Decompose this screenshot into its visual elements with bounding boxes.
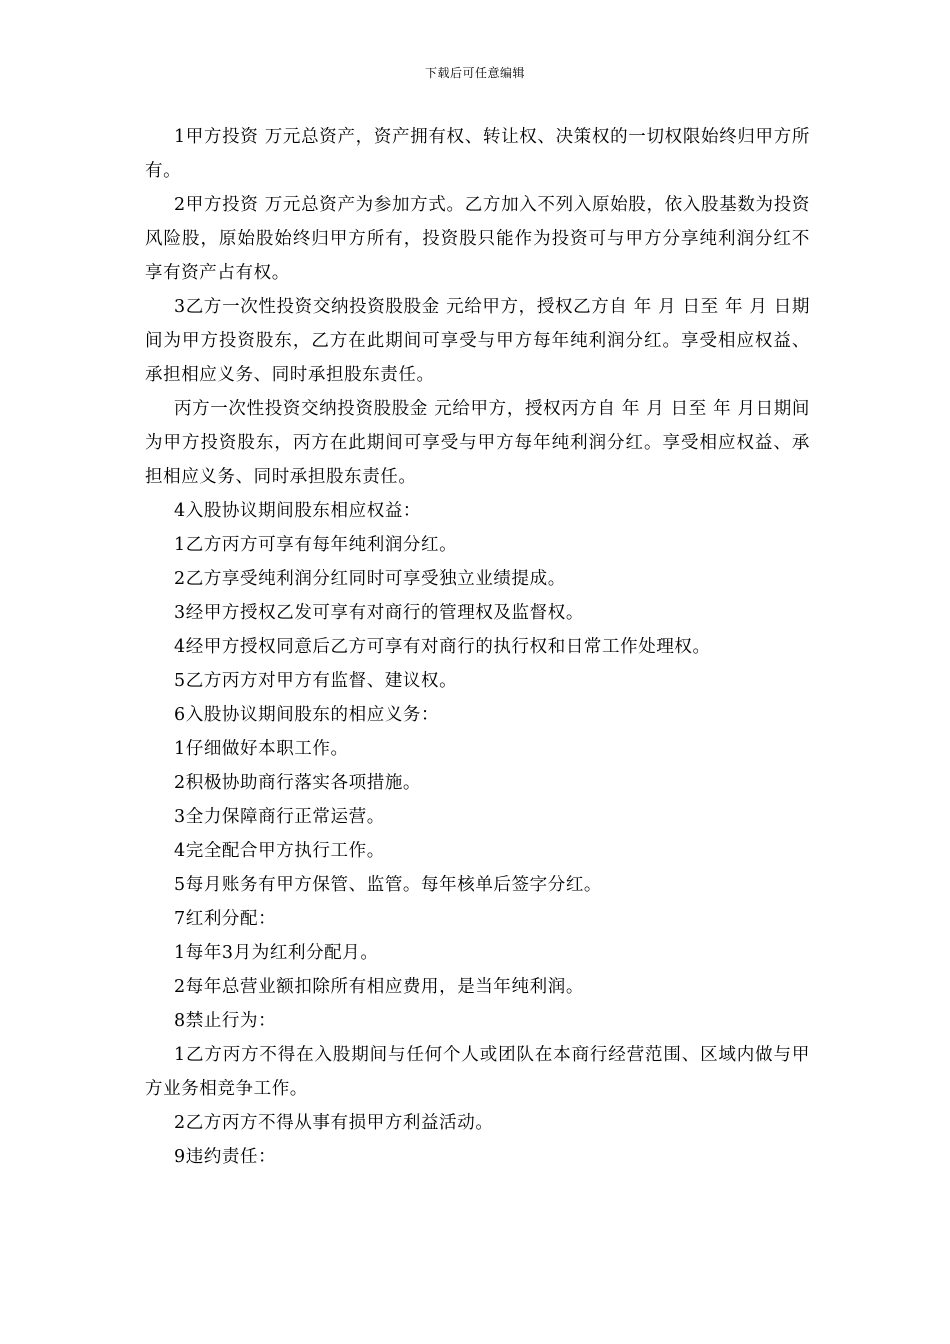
list-item: 5乙方丙方对甲方有监督、建议权。 <box>174 671 458 691</box>
section-heading-liability: 9违约责任： <box>174 1147 277 1167</box>
list-item: 1乙方丙方可享有每年纯利润分红。 <box>174 535 458 555</box>
list-item: 4完全配合甲方执行工作。 <box>174 841 385 861</box>
list-item: 1每年3月为红利分配月。 <box>174 943 379 963</box>
list-item: 2积极协助商行落实各项措施。 <box>174 773 422 793</box>
list-item: 3经甲方授权乙发可享有对商行的管理权及监督权。 <box>174 603 584 623</box>
list-item: 2每年总营业额扣除所有相应费用，是当年纯利润。 <box>174 977 584 997</box>
section-heading-dividends: 7红利分配： <box>174 909 277 929</box>
list-item: 5每月账务有甲方保管、监管。每年核单后签字分红。 <box>174 875 603 895</box>
list-item: 1仔细做好本职工作。 <box>174 739 349 759</box>
list-item: 4经甲方授权同意后乙方可享有对商行的执行权和日常工作处理权。 <box>174 637 711 657</box>
section-heading-prohibited: 8禁止行为： <box>174 1011 277 1031</box>
section-heading-obligations: 6入股协议期间股东的相应义务： <box>174 705 440 725</box>
list-item: 3全力保障商行正常运营。 <box>174 807 385 827</box>
paragraph-ownership: 1甲方投资 万元总资产，资产拥有权、转让权、决策权的一切权限始终归甲方所有。 <box>145 127 810 181</box>
section-heading-rights: 4入股协议期间股东相应权益： <box>174 501 422 521</box>
list-item: 1乙方丙方不得在入股期间与任何个人或团队在本商行经营范围、区域内做与甲方业务相竞争工作。 <box>145 1045 810 1099</box>
list-item: 2乙方丙方不得从事有损甲方利益活动。 <box>174 1113 494 1133</box>
paragraph-participation: 2甲方投资 万元总资产为参加方式。乙方加入不列入原始股，依入股基数为投资风险股，原始股始终归甲方所有，投资股只能作为投资可与甲方分享纯利润分红不享有资产占有权。 <box>145 195 810 283</box>
document-body <box>145 120 810 1174</box>
page-header: 下载后可任意编辑 <box>424 66 525 80</box>
paragraph-party-c-investment: 丙方一次性投资交纳投资股股金 元给甲方，授权丙方自 年 月 日至 年 月日期间为甲方投资股东，丙方在此期间可享受与甲方每年纯利润分红。享受相应权益、承担相应义务、同时承担股东责任。 <box>145 399 810 487</box>
paragraph-party-b-investment: 3乙方一次性投资交纳投资股股金 元给甲方，授权乙方自 年 月 日至 年 月 日期间为甲方投资股东，乙方在此期间可享受与甲方每年纯利润分红。享受相应权益、承担相应义务、同时承担股东责任。 <box>145 297 810 385</box>
list-item: 2乙方享受纯利润分红同时可享受独立业绩提成。 <box>174 569 566 589</box>
